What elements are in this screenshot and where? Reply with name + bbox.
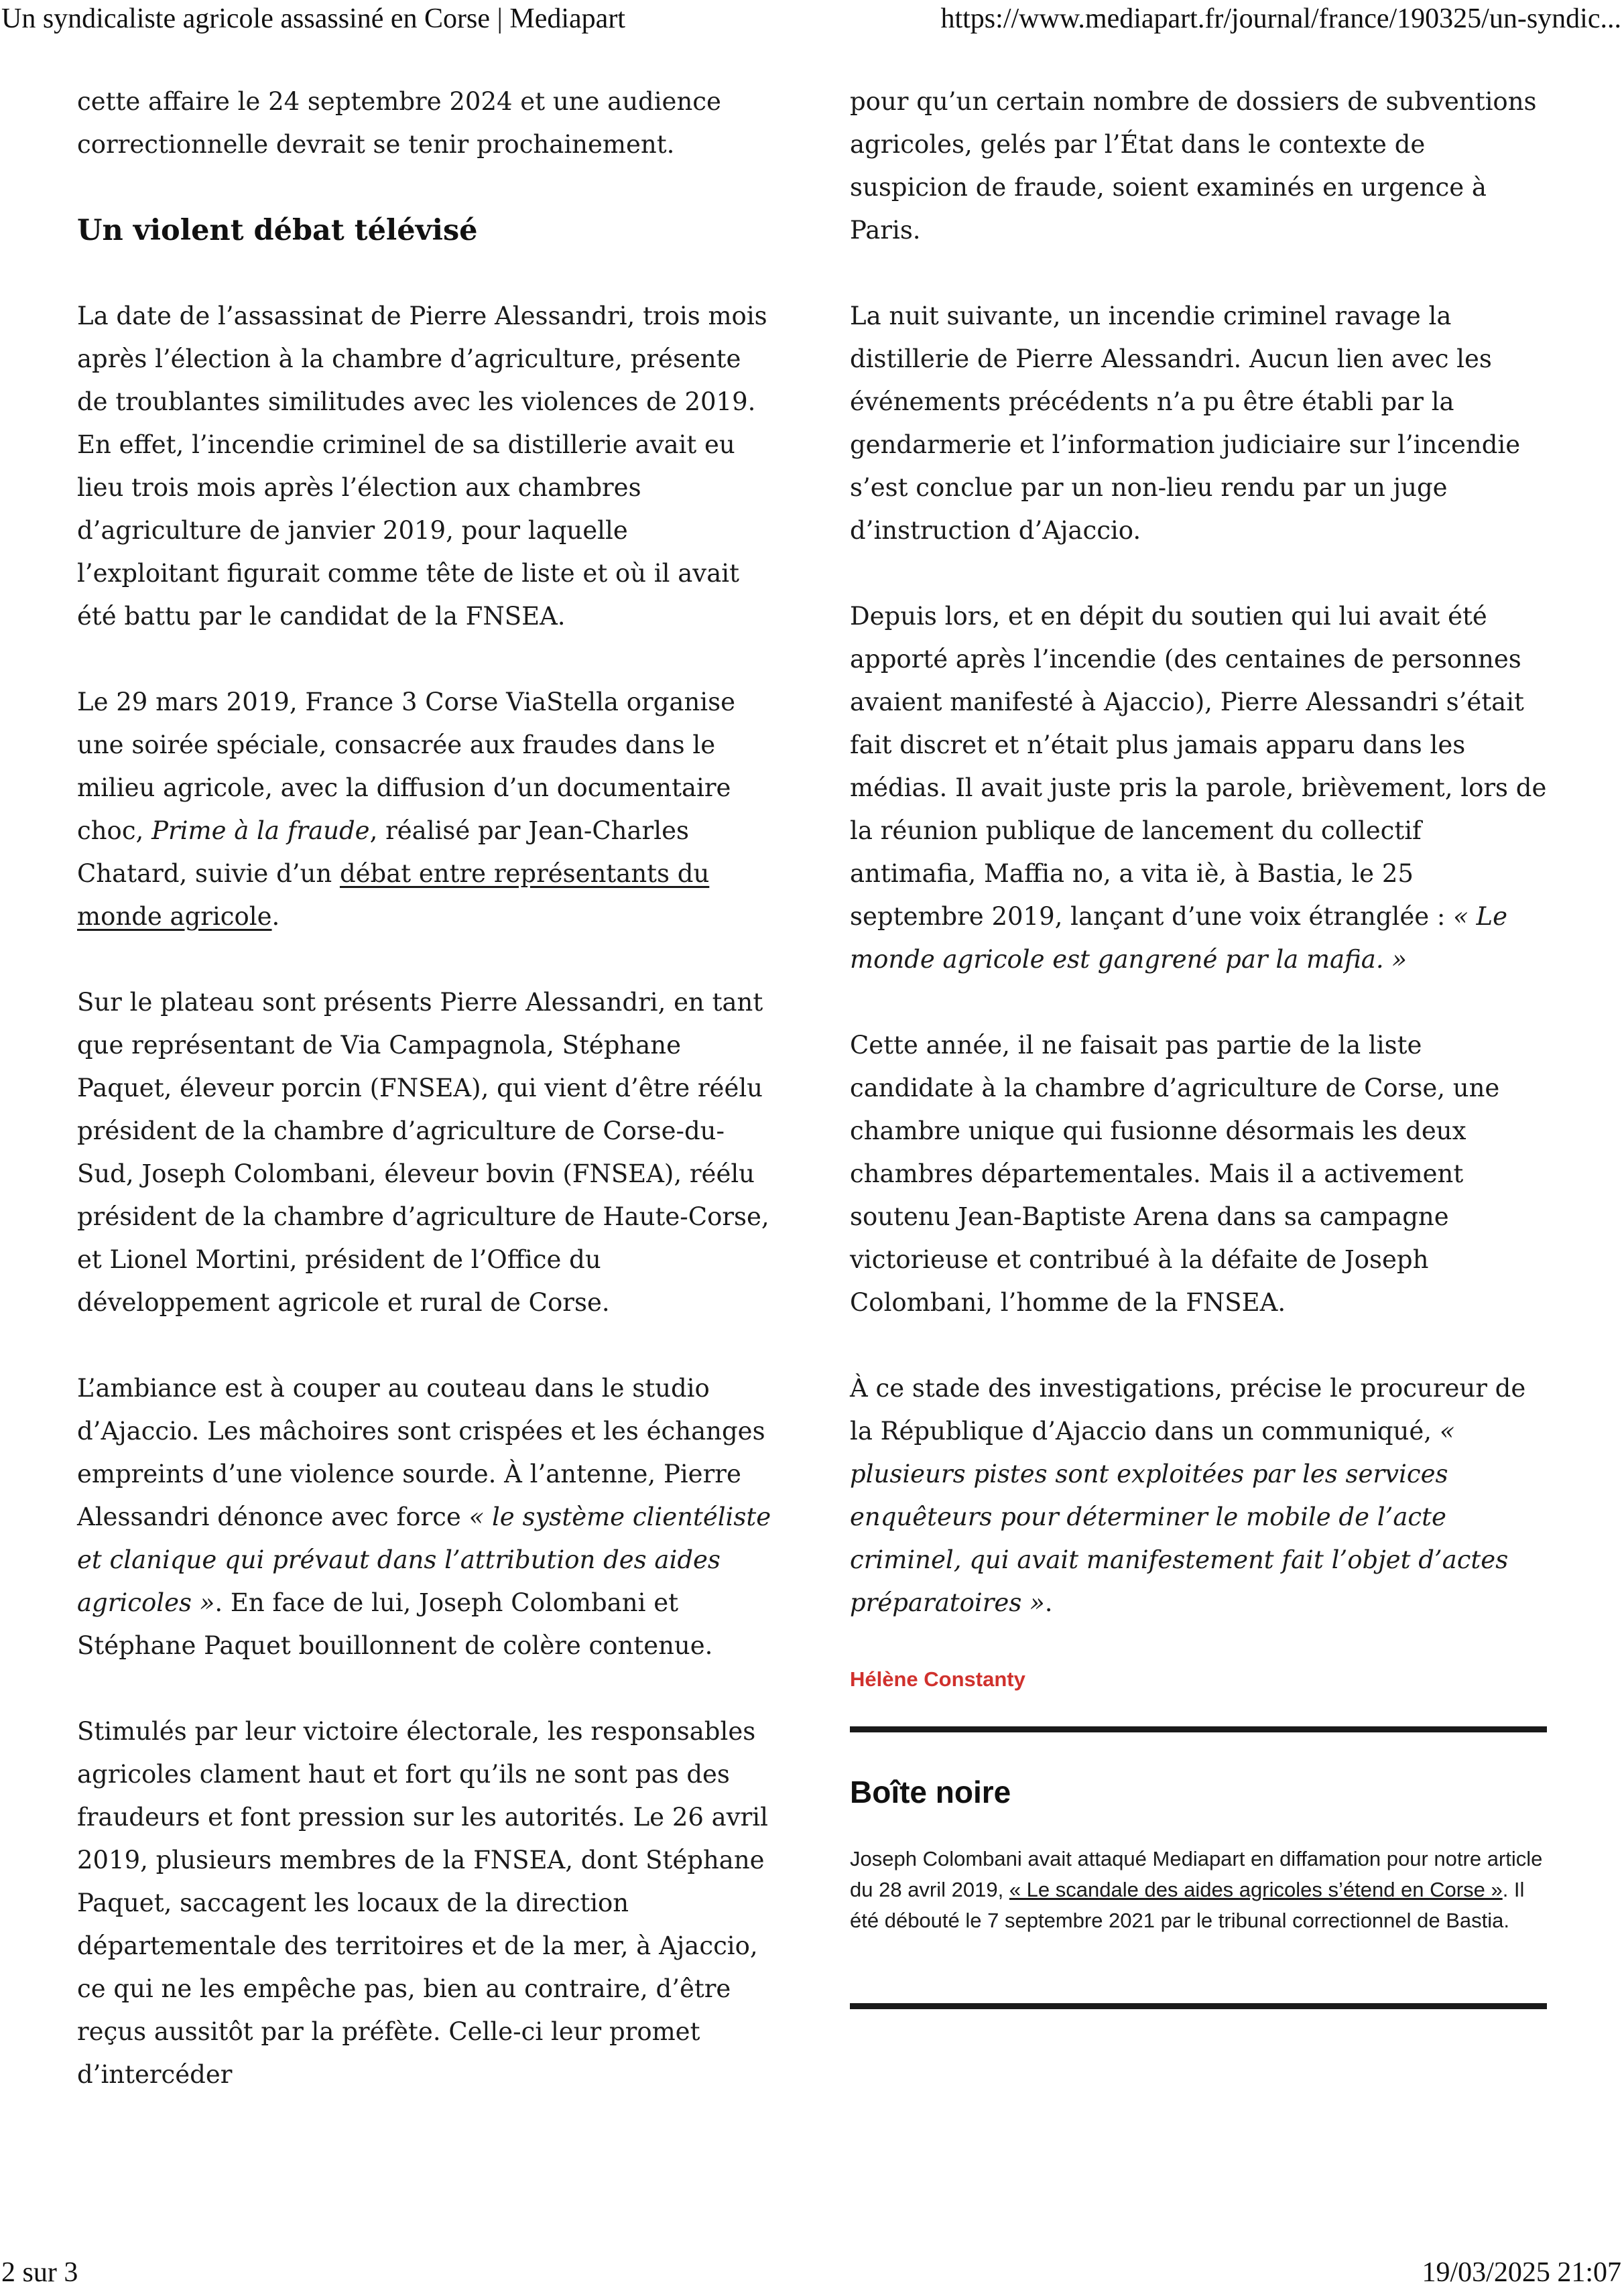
paragraph: La nuit suivante, un incendie criminel ravage la distillerie de Pierre Alessandri. Aucun lien avec les événements précédents n’a pu être établi par la gendarmerie et l’information judiciaire sur l’incendie s’est conclue par un non-lieu rendu par un juge d’instruction d’Ajaccio. bbox=[850, 302, 1521, 545]
paragraph bbox=[850, 595, 1547, 981]
author-byline[interactable]: Hélène Constanty bbox=[850, 1667, 1025, 1691]
paragraph: pour qu’un certain nombre de dossiers de subventions agricoles, gelés par l’État dans le contexte de suspicion de fraude, soient examinés en urgence à Paris. bbox=[850, 87, 1537, 245]
paragraph-text: . En face de lui, Joseph Colombani et Stéphane Paquet bouillonnent de colère contenue. bbox=[77, 1588, 713, 1660]
quote: « Le monde agricole est gangrené par la mafia. » bbox=[850, 902, 1508, 974]
article-left-column bbox=[77, 80, 774, 2139]
paragraph bbox=[850, 1367, 1547, 1624]
paragraph: La date de l’assassinat de Pierre Alessandri, trois mois après l’élection à la chambre d’agriculture, présente de troublantes similitudes avec les violences de 2019. En effet, l’incendie criminel de sa distillerie avait eu lieu trois mois après l’élection aux chambres d’agriculture de janvier 2019, pour laquelle l’exploitant figurait comme tête de liste et où il avait été battu par le candidat de la FNSEA. bbox=[77, 302, 767, 631]
paragraph-text: Le 29 mars 2019, France 3 Corse ViaStella organise une soirée spéciale, consacrée aux fraudes dans le milieu agricole, avec la diffusion d’un documentaire choc, bbox=[77, 688, 735, 845]
paragraph bbox=[77, 681, 774, 938]
paragraph-text: , réalisé par Jean-Charles Chatard, suivie d’un bbox=[77, 816, 689, 888]
black-box-text bbox=[850, 1844, 1547, 1936]
paragraph-text: Depuis lors, et en dépit du soutien qui lui avait été apporté après l’incendie (des centaines de personnes avaient manifesté à Ajaccio), Pierre Alessandri s’était fait discret et n’était plus jamais apparu dans les médias. Il avait juste pris la parole, brièvement, lors de la réunion publique de lancement du collectif antimafia, Maffia no, a vita iè, à Bastia, le 25 septembre 2019, lançant d’une voix étranglée : bbox=[850, 602, 1547, 931]
paragraph-text: L’ambiance est à couper au couteau dans le studio d’Ajaccio. Les mâchoires sont crispées et les échanges empreints d’une violence sourde. À l’antenne, Pierre Alessandri dénonce avec force bbox=[77, 1374, 765, 1531]
print-datetime: 19/03/2025 21:07 bbox=[1422, 2257, 1621, 2288]
print-footer bbox=[0, 2254, 1624, 2294]
box-top-rule bbox=[850, 1726, 1547, 1732]
paragraph bbox=[77, 1367, 774, 1667]
paragraph-text: À ce stade des investigations, précise le procureur de la République d’Ajaccio dans un communiqué, bbox=[850, 1374, 1526, 1446]
paragraph: cette affaire le 24 septembre 2024 et une audience correctionnelle devrait se tenir prochainement. bbox=[77, 87, 721, 159]
paragraph-text: . bbox=[271, 902, 280, 931]
page-number: 2 sur 3 bbox=[1, 2257, 78, 2288]
paragraph: Sur le plateau sont présents Pierre Alessandri, en tant que représentant de Via Campagnola, Stéphane Paquet, éleveur porcin (FNSEA), qui vient d’être réélu président de la chambre d’agriculture de Corse-du-Sud, Joseph Colombani, éleveur bovin (FNSEA), réélu président de la chambre d’agriculture de Haute-Corse, et Lionel Mortini, président de l’Office du développement agricole et rural de Corse. bbox=[77, 988, 769, 1317]
paragraph: Cette année, il ne faisait pas partie de la liste candidate à la chambre d’agriculture de Corse, une chambre unique qui fusionne désormais les deux chambres départementales. Mais il a activement soutenu Jean-Baptiste Arena dans sa campagne victorieuse et contribué à la défaite de Joseph Colombani, l’homme de la FNSEA. bbox=[850, 1031, 1500, 1317]
box-text: . Il été débouté le 7 septembre 2021 par le tribunal correctionnel de Bastia. bbox=[850, 1878, 1525, 1932]
quote: « plusieurs pistes sont exploitées par les services enquêteurs pour déterminer le mobile de l’acte criminel, qui avait manifestement fait l’objet d’actes préparatoires » bbox=[850, 1417, 1509, 1617]
section-subheading: Un violent débat télévisé bbox=[77, 214, 478, 247]
print-header-title: Un syndicaliste agricole assassiné en Corse | Mediapart bbox=[1, 3, 625, 34]
related-article-link[interactable]: « Le scandale des aides agricoles s’étend en Corse » bbox=[1009, 1878, 1503, 1901]
box-text: Joseph Colombani avait attaqué Mediapart en diffamation pour notre article du 28 avril 2019, bbox=[850, 1847, 1543, 1901]
print-header bbox=[0, 0, 1624, 40]
article-right-column bbox=[850, 80, 1547, 2009]
box-bottom-rule bbox=[850, 2003, 1547, 2009]
black-box-title: Boîte noire bbox=[850, 1775, 1011, 1809]
documentary-title: Prime à la fraude bbox=[151, 816, 370, 845]
debate-link[interactable]: débat entre représentants du monde agricole bbox=[77, 859, 710, 931]
print-header-url: https://www.mediapart.fr/journal/france/190325/un-syndic... bbox=[940, 3, 1621, 34]
paragraph-text: . bbox=[1044, 1588, 1053, 1617]
paragraph: Stimulés par leur victoire électorale, les responsables agricoles clament haut et fort qu’ils ne sont pas des fraudeurs et font pression sur les autorités. Le 26 avril 2019, plusieurs membres de la FNSEA, dont Stéphane Paquet, saccagent les locaux de la direction départementale des territoires et de la mer, à Ajaccio, ce qui ne les empêche pas, bien au contraire, d’être reçus aussitôt par la préfète. Celle-ci leur promet d’intercéder bbox=[77, 1717, 768, 2089]
quote: « le système clientéliste et clanique qui prévaut dans l’attribution des aides agricoles » bbox=[77, 1503, 771, 1617]
